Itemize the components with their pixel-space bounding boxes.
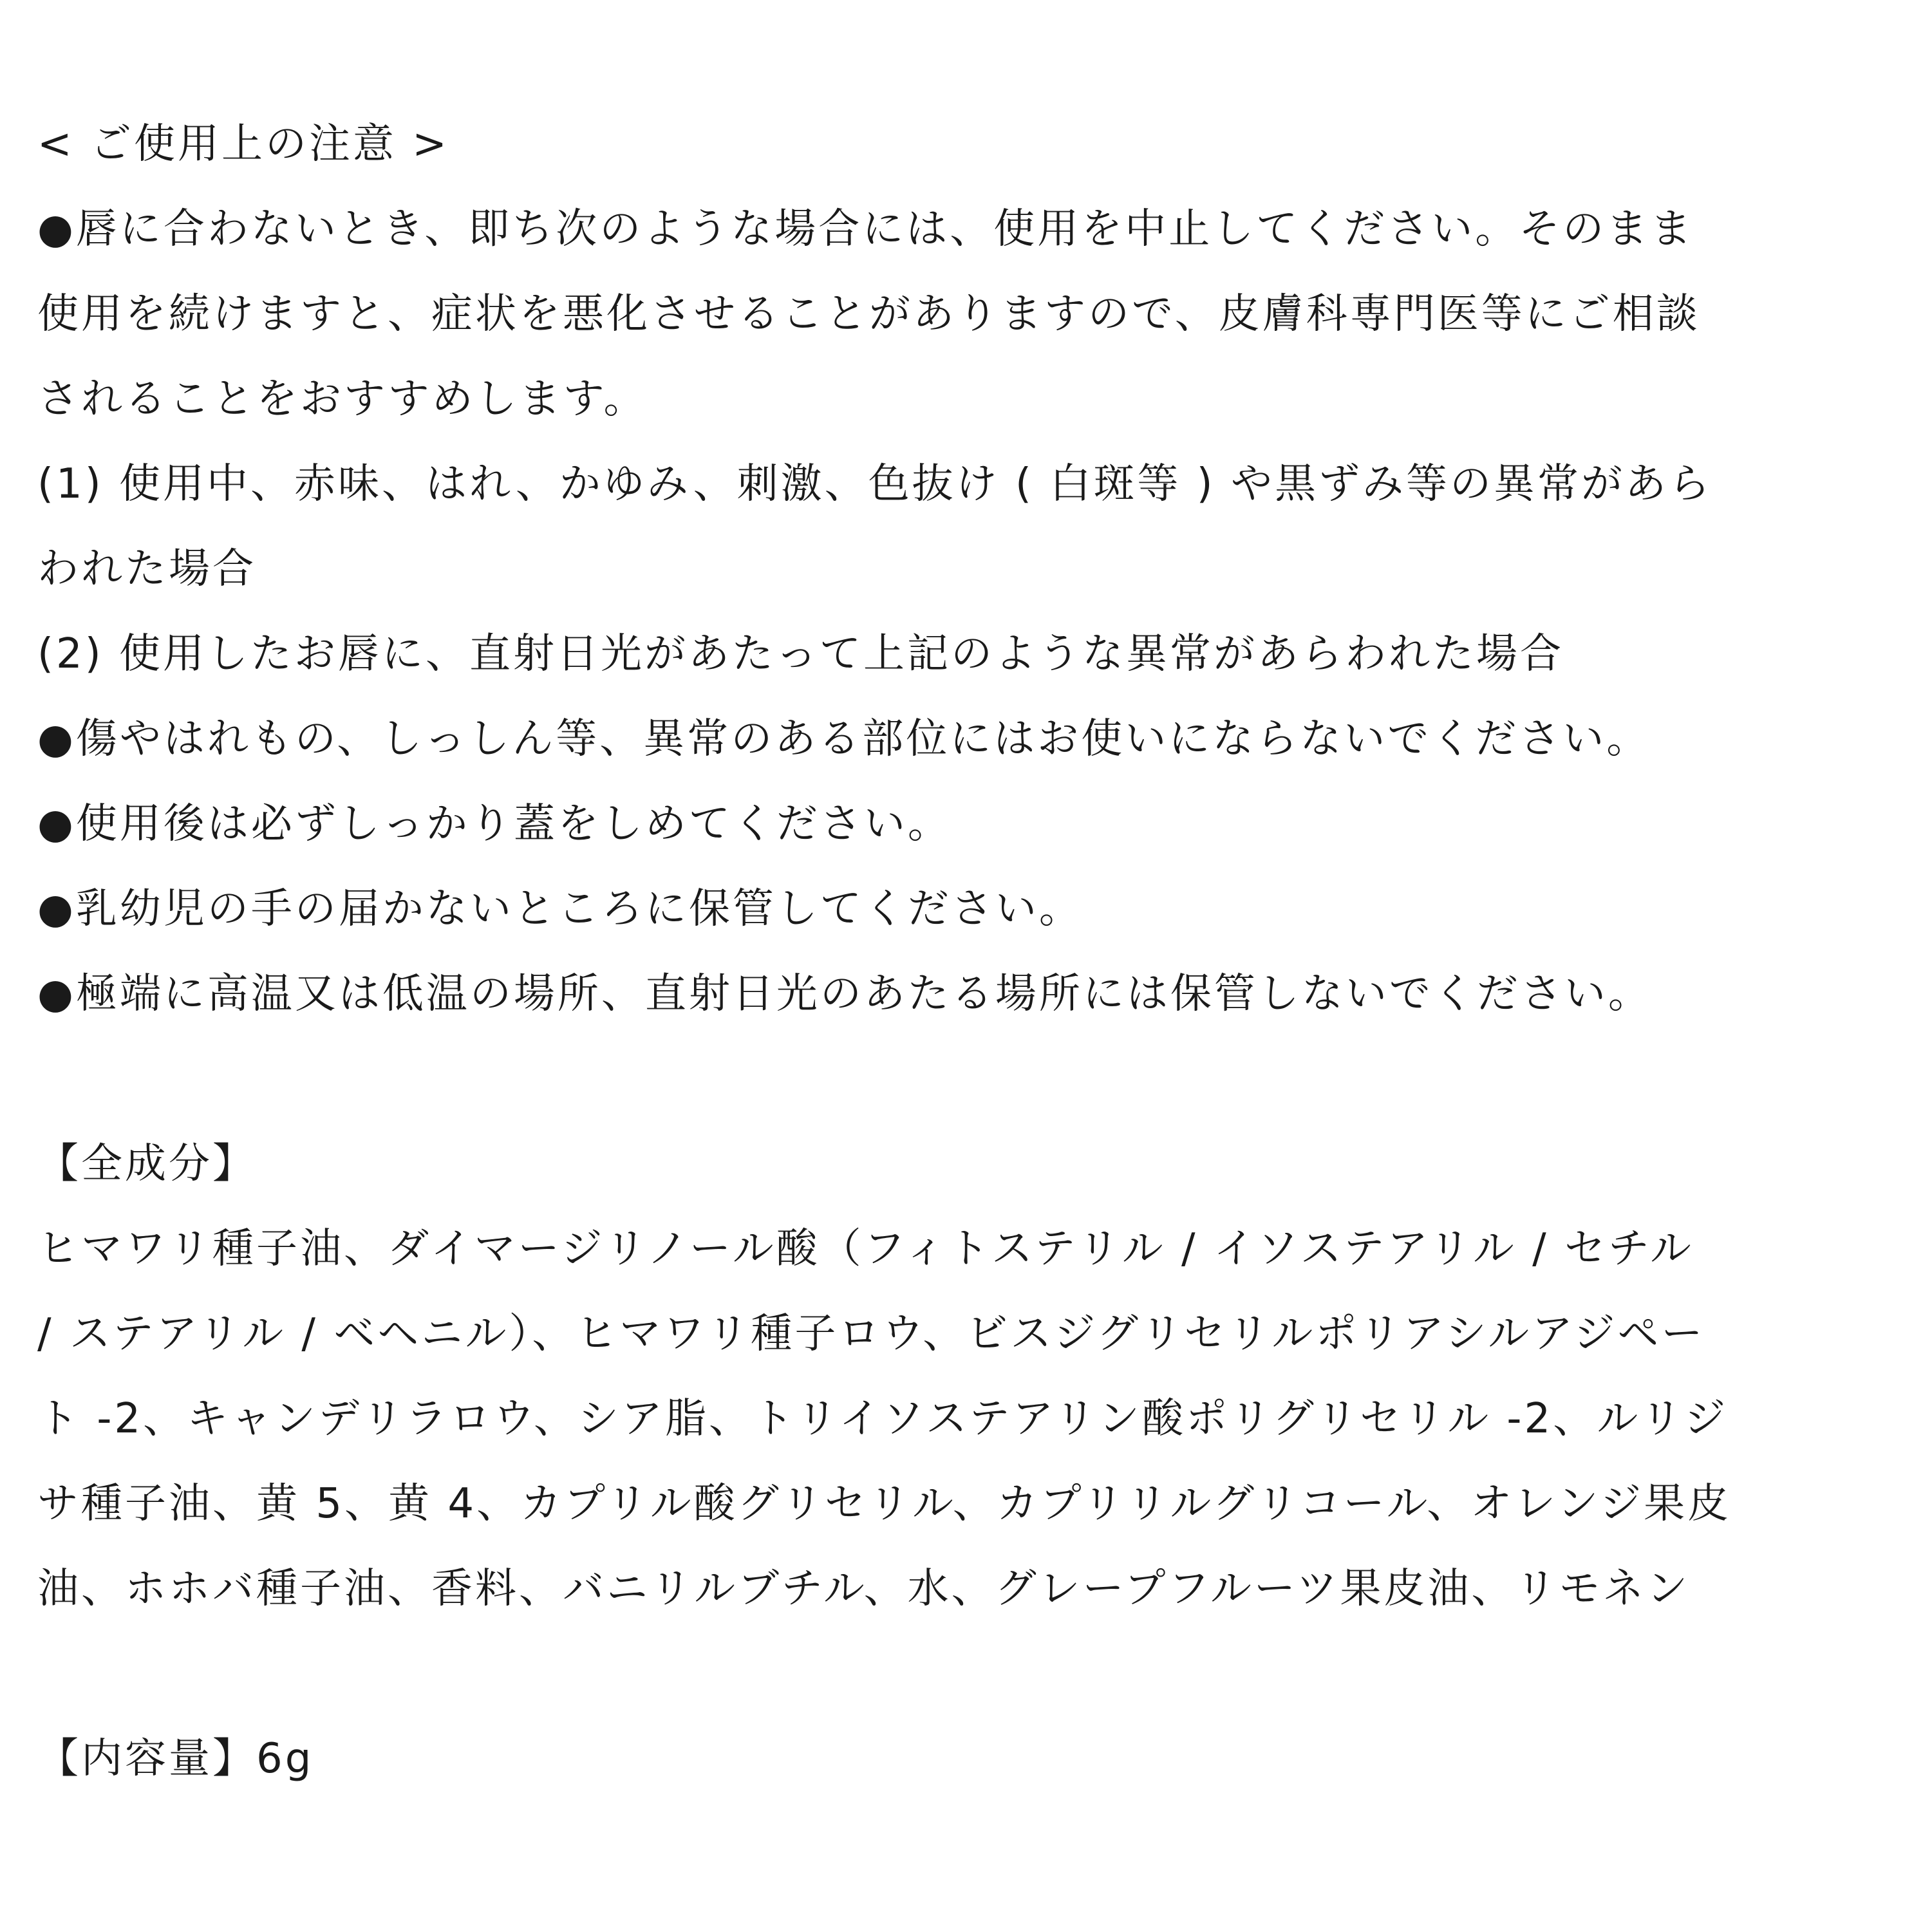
- precaution-line: ●乳幼児の手の届かないところに保管してください。: [37, 885, 1083, 933]
- ingredients-heading: 【全成分】: [37, 1140, 256, 1188]
- ingredients-section: [37, 1121, 1904, 1631]
- precaution-line: ●極端に高温又は低温の場所、直射日光のあたる場所には保管しないでください。: [37, 970, 1652, 1018]
- precaution-line: (2) 使用したお唇に、直射日光があたって上記のような異常があらわれた場合: [37, 630, 1564, 678]
- ingredients-line: ト -2、キャンデリラロウ、シア脂、トリイソステアリン酸ポリグリセリル -2、ルリジ: [37, 1395, 1729, 1443]
- precaution-line: ●唇に合わないとき、即ち次のような場合には、使用を中止してください。そのまま: [37, 205, 1694, 253]
- content-amount: 【内容量】6g: [37, 1735, 314, 1783]
- precaution-line: ●傷やはれもの、しっしん等、異常のある部位にはお使いにならないでください。: [37, 715, 1651, 763]
- precaution-line: されることをおすすめします。: [37, 375, 648, 423]
- ingredients-line: / ステアリル / ベヘニル）、ヒマワリ種子ロウ、ビスジグリセリルポリアシルアジペー: [37, 1310, 1705, 1358]
- ingredients-line: ヒマワリ種子油、ダイマージリノール酸（フィトステリル / イソステアリル / セチル: [37, 1225, 1694, 1273]
- precaution-line: (1) 使用中、赤味、はれ、かゆみ、刺激、色抜け ( 白斑等 ) や黒ずみ等の異常があら: [37, 460, 1712, 508]
- ingredients-line: サ種子油、黄 5、黄 4、カプリル酸グリセリル、カプリリルグリコール、オレンジ果皮: [37, 1480, 1732, 1528]
- content-amount-section: [37, 1716, 1904, 1801]
- spacer: [37, 1631, 1904, 1716]
- precautions-section: [37, 102, 1904, 1036]
- precaution-line: われた場合: [37, 545, 256, 593]
- ingredients-line: 油、ホホバ種子油、香料、バニリルブチル、水、グレープフルーツ果皮油、リモネン: [37, 1565, 1691, 1613]
- document-body: [37, 102, 1904, 1801]
- spacer: [37, 1036, 1904, 1121]
- precaution-line: 使用を続けますと、症状を悪化させることがありますので、皮膚科専門医等にご相談: [37, 290, 1700, 338]
- precautions-heading: < ご使用上の注意 >: [37, 120, 449, 168]
- precaution-line: ●使用後は必ずしっかり蓋をしめてください。: [37, 800, 952, 848]
